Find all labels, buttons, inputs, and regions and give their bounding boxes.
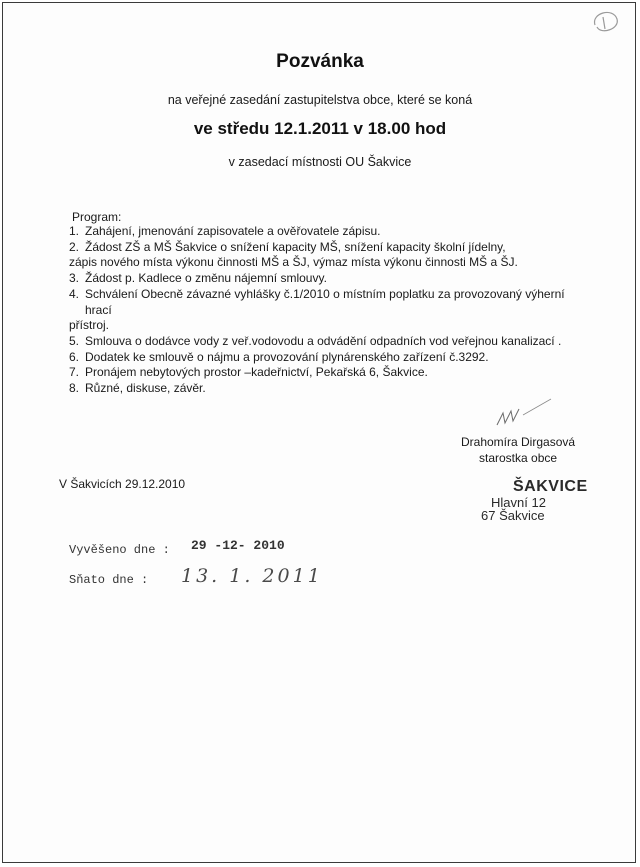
program-item-text: Smlouva o dodávce vody z veř.vodovodu a odvádění odpadních vod veřejnou kanalizací .: [85, 333, 562, 348]
program-item: [69, 287, 589, 318]
program-item: [69, 334, 589, 350]
stamp-line-3: 67 Šakvice: [481, 508, 545, 523]
program-item-text: Dodatek ke smlouvě o nájmu a provozování plynárenského zařízení č.3292.: [85, 349, 489, 364]
place-and-date: V Šakvicích 29.12.2010: [59, 477, 186, 491]
program-item-continuation: zápis nového místa výkonu činnosti MŠ a ŠJ, výmaz místa výkonu činnosti MŠ a ŠJ.: [69, 255, 518, 270]
invitation-intro: na veřejné zasedání zastupitelstva obce, které se koná: [167, 93, 473, 107]
posted-date-value: 29 -12- 2010: [191, 538, 285, 553]
program-item-number: 2.: [69, 239, 80, 254]
program-item: [69, 224, 589, 240]
program-item-number: 3.: [69, 271, 80, 286]
stamp-line-2: Hlavní 12: [491, 495, 546, 510]
program-item-text: Zahájení, jmenování zapisovatele a ověřovatele zápisu.: [85, 224, 381, 238]
program-item-text: Pronájem nebytových prostor –kadeřnictví, Pekařská 6, Šakvice.: [85, 365, 428, 380]
posted-date-label: Vyvěšeno dne :: [69, 543, 170, 557]
program-item-number: 5.: [69, 333, 80, 348]
program-item-text: Žádost ZŠ a MŠ Šakvice o snížení kapacity MŠ, snížení kapacity školní jídelny,: [85, 239, 506, 254]
removed-date-value: 13. 1. 2011: [181, 565, 323, 587]
signatory-name: Drahomíra Dirgasová: [461, 435, 576, 449]
document-page: [2, 2, 636, 863]
program-item: [69, 271, 589, 287]
page-number-mark: [589, 7, 623, 37]
program-item: [69, 240, 589, 256]
program-item-number: 1.: [69, 224, 80, 238]
program-item: [69, 365, 589, 381]
program-item-number: 8.: [69, 381, 80, 396]
program-item-text: Žádost p. Kadlece o změnu nájemní smlouvy.: [85, 271, 327, 286]
program-label: Program:: [72, 210, 122, 224]
meeting-venue: v zasedací místnosti OU Šakvice: [228, 155, 412, 169]
program-item-continuation: přístroj.: [69, 318, 110, 333]
program-item-text: Schválení Obecně závazné vyhlášky č.1/2010 o místním poplatku za provozovaný výherní hrací: [85, 286, 565, 317]
program-item: [69, 350, 589, 366]
handwritten-signature: [489, 395, 559, 435]
program-item-number: 7.: [69, 365, 80, 380]
signatory-role: starostka obce: [479, 451, 558, 465]
program-item-number: 4.: [69, 286, 80, 301]
removed-date-label: Sňato dne :: [69, 573, 149, 587]
meeting-datetime: ve středu 12.1.2011 v 18.00 hod: [193, 119, 447, 138]
stamp-line-1: ŠAKVICE: [513, 478, 588, 495]
program-item-text: Různé, diskuse, závěr.: [85, 381, 206, 396]
document-title: Pozvánka: [276, 51, 364, 72]
program-list: [69, 224, 589, 397]
program-item-number: 6.: [69, 349, 80, 364]
